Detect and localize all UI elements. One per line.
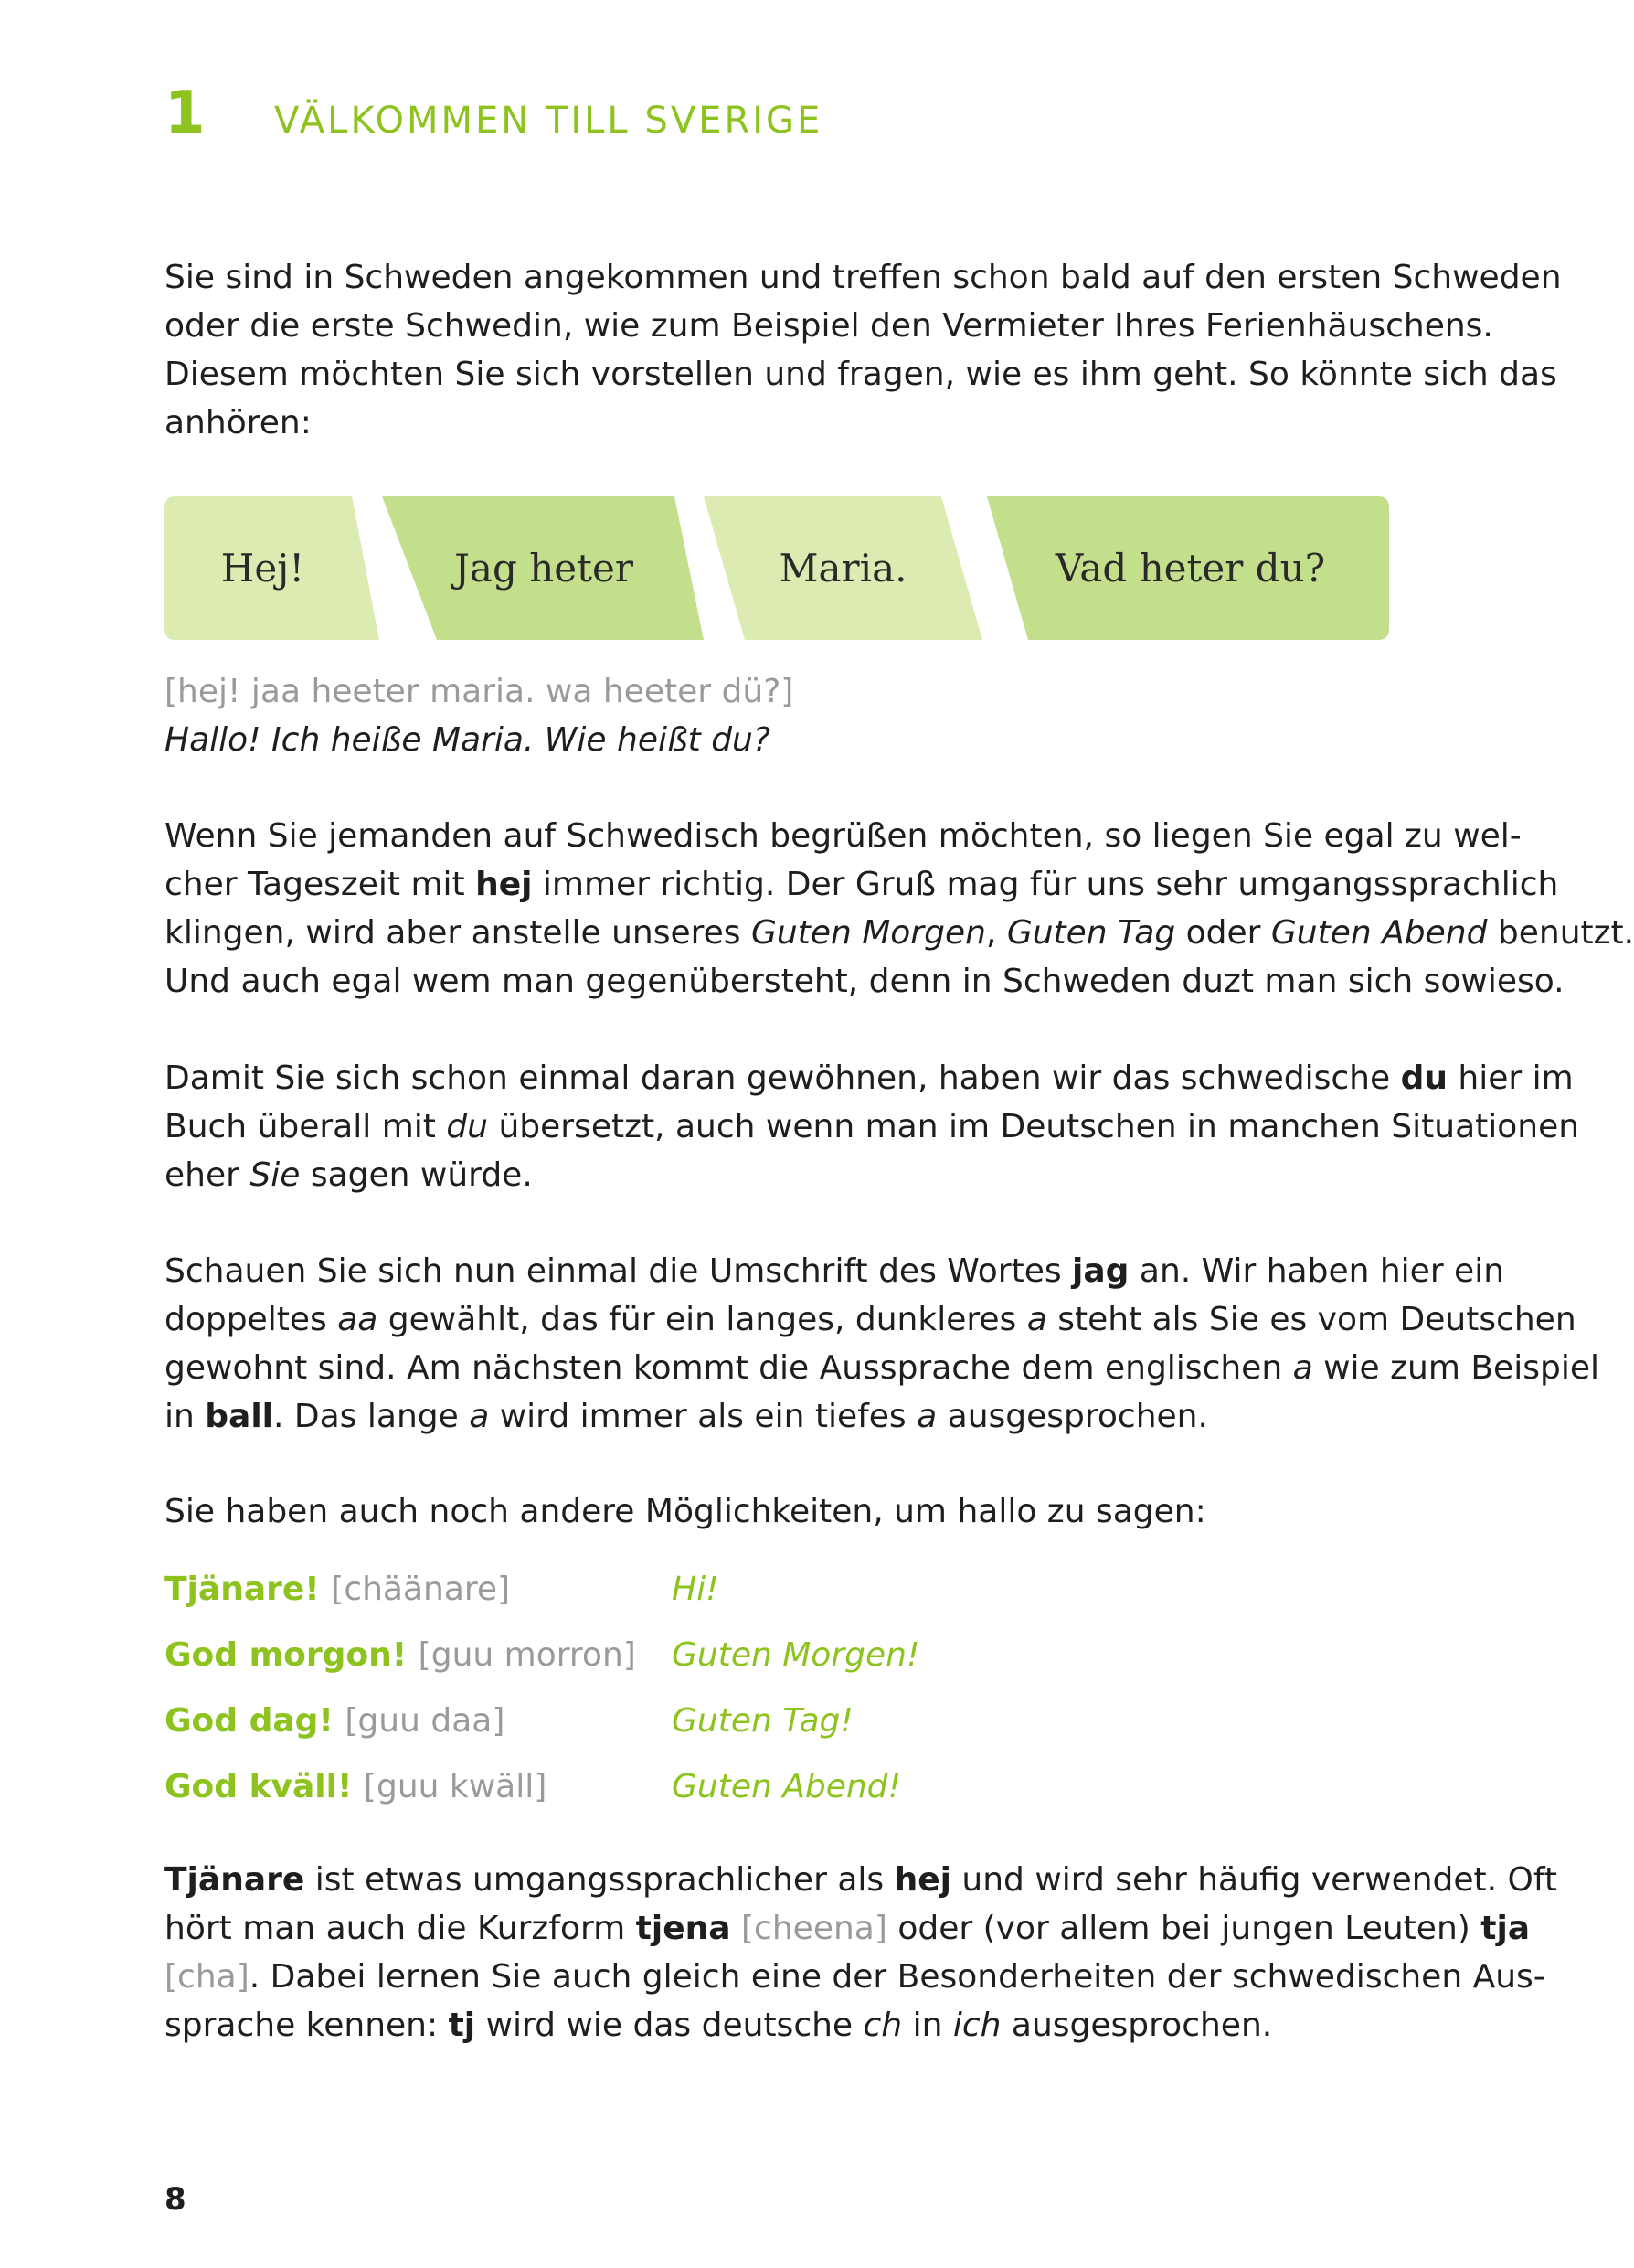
dialog-pronunciation: [hej! jaa heeter maria. wa heeter dü?] <box>164 673 794 710</box>
greeting-row <box>164 1762 901 1812</box>
chapter-title: VÄLKOMMEN TILL SVERIGE <box>274 100 823 142</box>
dialog-chip-2-text: Jag heter <box>454 546 633 591</box>
dialog-chip-4-text: Vad heter du? <box>1055 546 1326 591</box>
greeting-paragraph <box>164 812 1634 1006</box>
greeting-german: Guten Morgen! <box>672 1636 920 1674</box>
intro-line: anhören: <box>164 404 312 442</box>
greeting-swedish: God morgon! <box>164 1636 419 1674</box>
intro-line: Diesem möchten Sie sich vorstellen und fragen, wie es ihm geht. So könnte sich das <box>164 356 1557 393</box>
page-number: 8 <box>164 2181 186 2218</box>
greeting-line: klingen, wird aber anstelle unseres Guten Morgen, Guten Tag oder Guten Abend benutzt. <box>164 914 1634 952</box>
dialog-chip-1-text: Hej! <box>220 546 305 591</box>
jag-line: gewohnt sind. Am nächsten kommt die Aussprache dem englischen a wie zum Beispiel <box>164 1349 1599 1387</box>
intro-line: oder die erste Schwedin, wie zum Beispiel den Vermieter Ihres Ferienhäuschens. <box>164 307 1493 345</box>
dialog-translation: Hallo! Ich heiße Maria. Wie heißt du? <box>164 721 770 759</box>
greeting-german: Guten Tag! <box>672 1702 854 1740</box>
greeting-row <box>164 1565 719 1614</box>
greeting-line: Wenn Sie jemanden auf Schwedisch begrüßen möchten, so liegen Sie egal zu wel- <box>164 817 1522 855</box>
greeting-swedish: Tjänare! <box>164 1571 332 1608</box>
du-line: Buch überall mit du übersetzt, auch wenn man im Deutschen in manchen Situationen <box>164 1108 1580 1145</box>
greeting-row <box>164 1631 920 1680</box>
greeting-row <box>164 1697 854 1746</box>
dialog-chip-3-text: Maria. <box>779 546 907 591</box>
greeting-swedish: God dag! <box>164 1702 345 1740</box>
greeting-german: Guten Abend! <box>672 1768 901 1805</box>
greeting-pronunciation: [guu kwäll] <box>363 1768 547 1805</box>
greeting-german: Hi! <box>672 1571 719 1608</box>
greeting-pronunciation: [chäänare] <box>331 1571 511 1608</box>
greeting-swedish: God kväll! <box>164 1768 364 1805</box>
tjanare-line: [cha]. Dabei lernen Sie auch gleich eine der Besonderheiten der schwedischen Aus- <box>164 1958 1545 1996</box>
chapter-number: 1 <box>164 80 206 147</box>
tjanare-line: hört man auch die Kurzform tjena [cheena] oder (vor allem bei jungen Leuten) tja <box>164 1910 1531 1947</box>
greeting-pronunciation: [guu daa] <box>345 1702 505 1740</box>
jag-line: Schauen Sie sich nun einmal die Umschrift des Wortes jag an. Wir haben hier ein <box>164 1252 1505 1290</box>
intro-paragraph <box>164 253 1562 447</box>
du-paragraph <box>164 1054 1580 1199</box>
jag-line: doppeltes aa gewählt, das für ein langes, dunkleres a steht als Sie es vom Deutschen <box>164 1301 1576 1338</box>
tjanare-paragraph <box>164 1856 1558 2050</box>
intro-line: Sie sind in Schweden angekommen und treffen schon bald auf den ersten Schweden <box>164 259 1562 296</box>
tjanare-line: Tjänare ist etwas umgangssprachlicher als hej und wird sehr häufig verwendet. Oft <box>164 1861 1558 1899</box>
tjanare-line: sprache kennen: tj wird wie das deutsche ch in ich ausgesprochen. <box>164 2007 1273 2044</box>
greeting-line: cher Tageszeit mit hej immer richtig. Der Gruß mag für uns sehr umgangssprachlich <box>164 866 1559 903</box>
du-line: eher Sie sagen würde. <box>164 1156 533 1194</box>
greeting-pronunciation: [guu morron] <box>418 1636 636 1674</box>
dialog-strip <box>164 496 1389 640</box>
other-paragraph: Sie haben auch noch andere Möglichkeiten, um hallo zu sagen: <box>164 1493 1206 1530</box>
du-line: Damit Sie sich schon einmal daran gewöhnen, haben wir das schwedische du hier im <box>164 1059 1574 1097</box>
jag-line: in ball. Das lange a wird immer als ein tiefes a ausgesprochen. <box>164 1398 1208 1435</box>
greeting-line: Und auch egal wem man gegenübersteht, denn in Schweden duzt man sich sowieso. <box>164 963 1565 1000</box>
jag-paragraph <box>164 1247 1599 1441</box>
